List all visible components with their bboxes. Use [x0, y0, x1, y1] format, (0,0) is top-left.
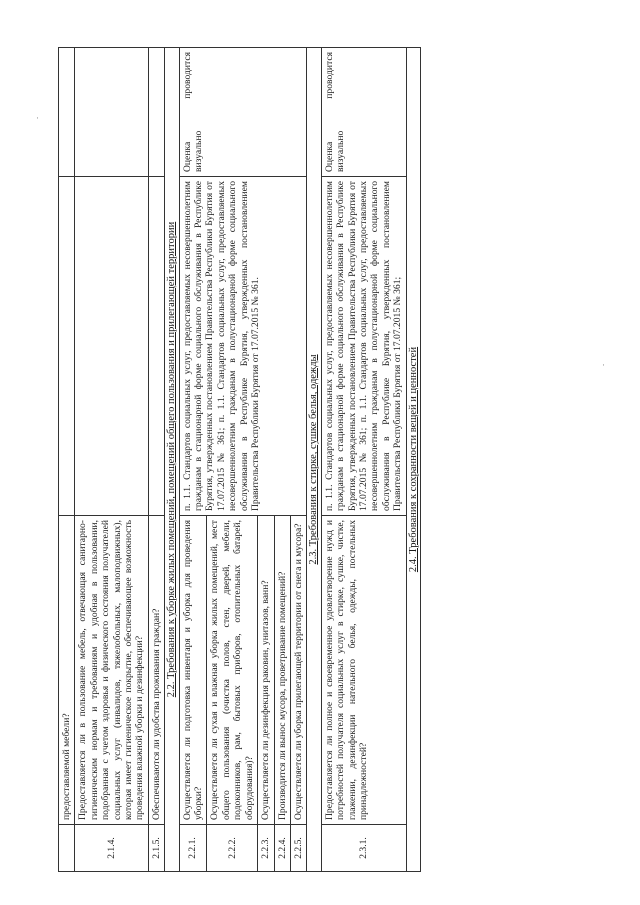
section-header: [406, 48, 420, 872]
note-cell: Оценка проводится визуально: [321, 48, 406, 177]
rotated-table-container: [58, 52, 628, 872]
table-row: [321, 48, 406, 872]
row-number: 2.2.5.: [290, 825, 306, 872]
note-cell: [75, 48, 148, 177]
note-cell: [59, 48, 75, 177]
row-number: 2.1.4.: [75, 825, 148, 872]
section-header: [165, 48, 179, 872]
row-number: 2.1.5.: [148, 825, 164, 872]
criterion-cell: Предоставляется ли полное и своевременное удовлетворение нужд и потребностей получателя социальных услуг в стирке, сушке, чистке, глажении, дезинфекции нательного белья, одежды, постельных принадлежностей?: [321, 516, 406, 825]
document-cell: [59, 177, 75, 516]
note-cell: Оценка проводится визуально: [179, 48, 307, 177]
row-number: [59, 825, 75, 872]
section-header-row: [165, 48, 179, 872]
table-row: [59, 48, 75, 872]
criterion-cell: предоставляемой мебели?: [59, 516, 75, 825]
document-cell: [148, 177, 164, 516]
row-number: 2.3.1.: [321, 825, 406, 872]
document-cell: п. 1.1. Стандартов социальных услуг, предоставляемых несовершеннолетним гражданам в стационарной форме социального обслуживания в Республике Бурятия, утвержденных постановлением Правительства Республики Бурятия от 17.07.2015 № 361; п. 1.1. Стандартов социальных услуг, предоставляемых несовершеннолетним гражданам в полустационарной форме социального обслуживания в Республике Бурятия, утвержденных постановлением Правительства Республики Бурятия от 17.07.2015 № 361;: [321, 177, 406, 516]
section-title: 2.4. Требования к сохранности вещей и ценностей: [407, 346, 419, 573]
row-number: 2.2.3.: [258, 825, 274, 872]
section-header-row: [406, 48, 420, 872]
criterion-cell: Осуществляется ли уборка прилегающей территории от снега и мусора?: [290, 516, 306, 825]
row-number: 2.2.4.: [274, 825, 290, 872]
section-title: 2.2. Требования к уборке жилых помещений, помещений общего пользования и прилегающей территории: [166, 221, 178, 698]
inspection-table: [58, 47, 421, 872]
scan-speck: ·: [602, 360, 605, 370]
section-title: 2.3. Требования к стирке, сушке белья, одежды: [308, 354, 320, 565]
note-cell: [148, 48, 164, 177]
criterion-cell: Осуществляется ли сухая и влажная уборка жилых помещений, мест общего пользования (очистка полов, стен, дверей, мебели, подоконников, рам, бытовых приборов, отопительных батарей, оборудования)?: [207, 516, 258, 825]
section-header: [307, 48, 321, 872]
criterion-cell: Производится ли вынос мусора, проветривание помещений?: [274, 516, 290, 825]
row-number: 2.2.1.: [179, 825, 207, 872]
table-row: [179, 48, 207, 872]
scan-speck: ·: [36, 113, 39, 123]
criterion-cell: Обеспечиваются ли удобства проживания граждан?: [148, 516, 164, 825]
criterion-cell: Предоставляется ли в пользование мебель, отвечающая санитарно-гигиеническим нормам и требованиям и удобная в пользовании, подобранная с учетом здоровья и физического состояния получателей социальных услуг (инвалидов, тяжелобольных, малоподвижных), которая имеет гигиеническое покрытие, обеспечивающее возможность проведения влажной уборки и дезинфекции?: [75, 516, 148, 825]
table-row: [75, 48, 148, 872]
row-number: 2.2.2.: [207, 825, 258, 872]
criterion-cell: Осуществляется ли подготовка инвентаря и уборка для проведения уборки?: [179, 516, 207, 825]
section-header-row: [307, 48, 321, 872]
criterion-cell: Осуществляется ли дезинфекция раковин, унитазов, ванн?: [258, 516, 274, 825]
table-row: [148, 48, 164, 872]
document-cell: п. 1.1. Стандартов социальных услуг, предоставляемых несовершеннолетним гражданам в стационарной форме социального обслуживания в Республике Бурятия, утвержденных постановлением Правительства Республики Бурятия от 17.07.2015 № 361; п. 1.1. Стандартов социальных услуг, предоставляемых несовершеннолетним гражданам в полустационарной форме социального обслуживания в Республике Бурятия, утвержденных постановлением Правительства Республики Бурятия от 17.07.2015 № 361.: [179, 177, 307, 516]
document-cell: [75, 177, 148, 516]
